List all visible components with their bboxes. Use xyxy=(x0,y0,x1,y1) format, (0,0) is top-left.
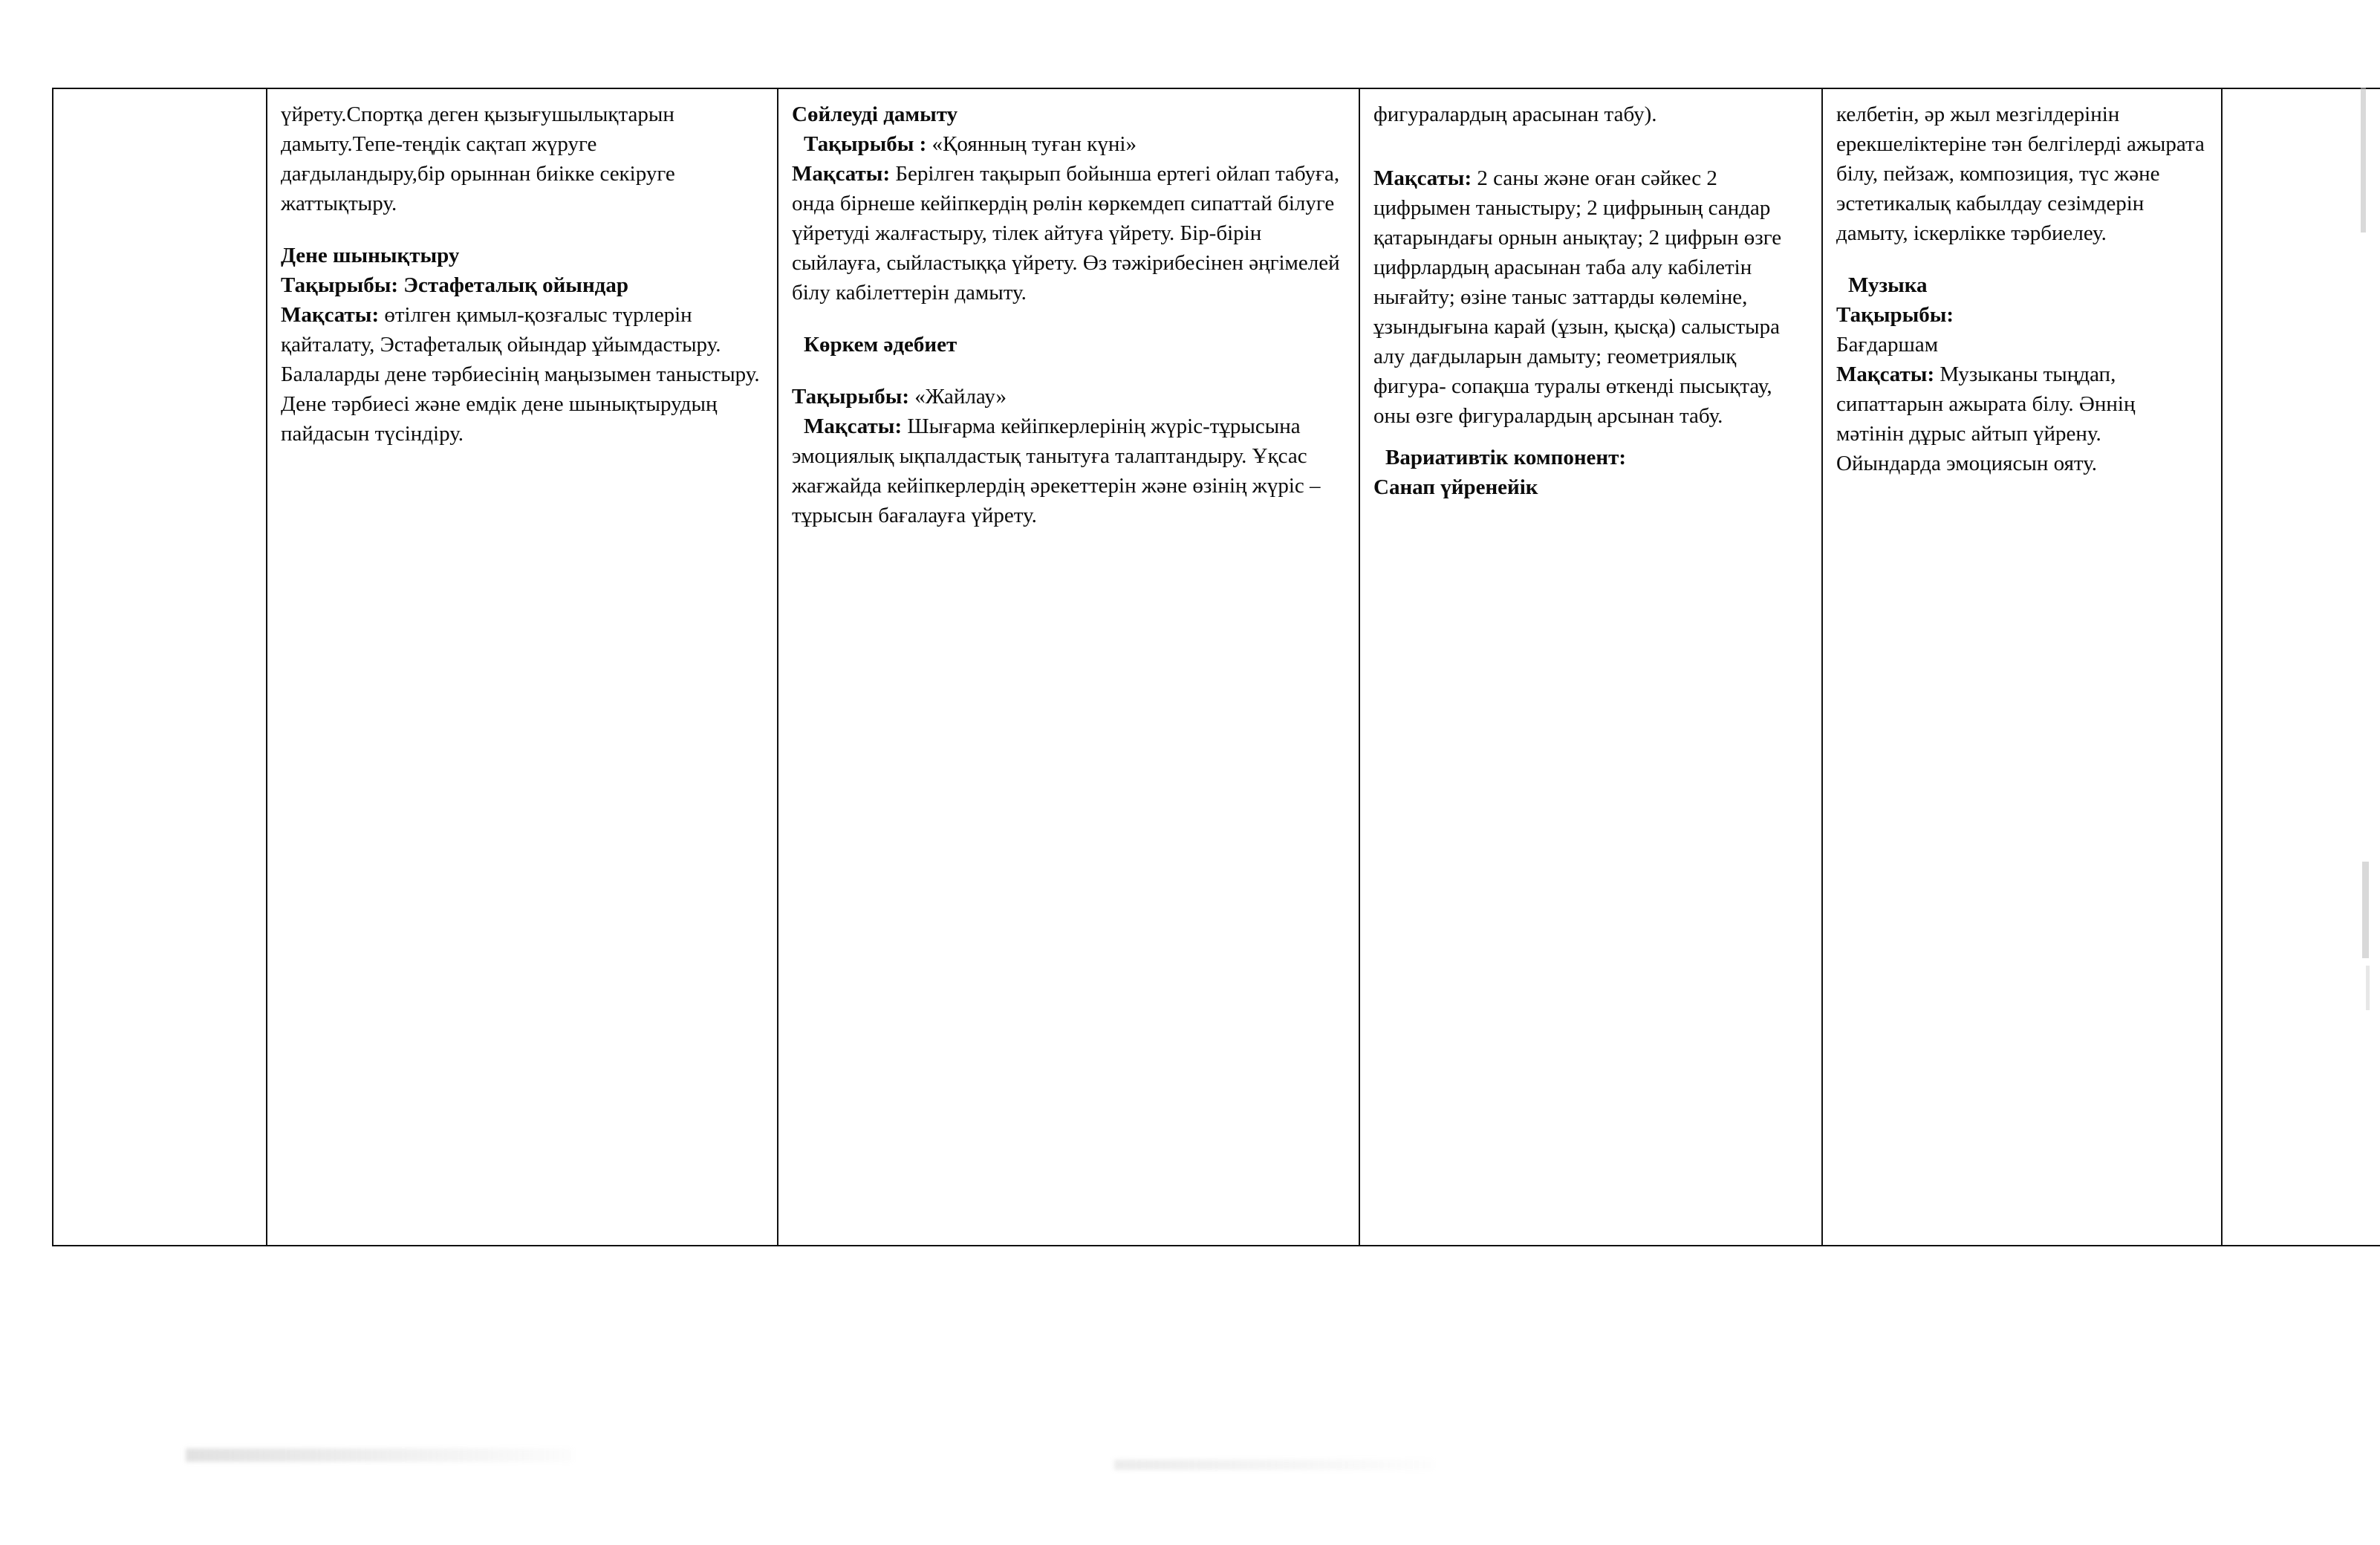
scan-artifact-smudge-center xyxy=(1114,1460,1434,1470)
document-table-wrapper xyxy=(52,88,2310,1246)
table-row xyxy=(53,88,2380,1246)
cell2-paragraph-2: Балаларды дене тәрбиесінің маңызымен таныстыру. Дене тәрбиесі және емдік дене шынықтырудың пайдасын түсіндіру. xyxy=(281,362,760,446)
spacer xyxy=(1836,248,2208,270)
cell4-heading-variative-component xyxy=(1373,443,1808,472)
scan-artifact-edge-middle xyxy=(2362,862,2369,958)
table-cell-column-1 xyxy=(53,88,267,1246)
cell3-label-objective-2: Мақсаты: xyxy=(804,414,903,439)
cell5-topic-text: Бағдаршам xyxy=(1836,333,1939,357)
table-cell-column-6 xyxy=(2222,88,2380,1246)
table-cell-column-2 xyxy=(267,88,778,1246)
spacer xyxy=(1373,431,1808,443)
cell4-label-objective: Мақсаты: xyxy=(1373,166,1472,191)
cell4-objective-paragraph xyxy=(1373,163,1808,431)
cell4-objective-text: 2 саны және оған сәйкес 2 цифрымен таныстыру; 2 цифрының сандар қатарындағы орнын анықтау; 2 цифрын өзге цифрлардың арасынан таба алу кабілетін нығайту; өзіне таныс заттарды көлеміне, ұзындығына карай (ұзын, қысқа) салыстыра алу дағдыларын дамыту; геометриялық фигура- сопақша туралы өткенді пысықтау, оны өзге фигуралардың арсынан табу. xyxy=(1373,166,1782,429)
cell5-label-topic: Тақырыбы: xyxy=(1836,303,1954,328)
cell4-paragraph-1: фигуралардың арасынан табу). xyxy=(1373,103,1657,126)
cell3-heading-literature xyxy=(792,330,1345,360)
cell3-topic2-text: «Жайлау» xyxy=(909,385,1007,409)
cell3-objective2-text: Шығарма кейіпкерлерінің жүріс-тұрысына эмоциялық ықпалдастық танытуға талаптандыру. Ұқсас жағжайда кейіпкерлердің әрекеттерін және өзінің жүріс – тұрысын бағалауға үйрету. xyxy=(792,414,1321,528)
cell2-heading-topic: Тақырыбы: Эстафеталық ойындар xyxy=(281,273,628,298)
cell5-paragraph-1: келбетін, әр жыл мезгілдерінін ерекшеліктеріне тән белгілерді ажырата білу, пейзаж, композиция, түс және эстетикалық кабылдау сезімдерін дамыту, іскерлікке тәрбиелеу. xyxy=(1836,103,2205,246)
spacer xyxy=(281,218,764,241)
scan-artifact-edge-lower xyxy=(2366,966,2370,1010)
cell5-objective-paragraph xyxy=(1836,360,2208,478)
cell5-music-text: Музыка xyxy=(1848,273,1928,298)
cell5-heading-music xyxy=(1836,270,2208,300)
cell2-paragraph-1: үйрету.Спортқа деген қызығушылықтарын дамыту.Тепе-теңдік сақтап жүруге дағдыландыру,бір орыннан биікке секіруге жаттықтыру. xyxy=(281,103,675,216)
cell3-topic-text: «Қоянның туған күні» xyxy=(926,132,1137,157)
cell5-objective-text: Музыканы тыңдап, сипаттарын ажырата білу. Әннің мәтінін дұрыс айтып үйрену. Ойындарда эмоциясын ояту. xyxy=(1836,362,2136,476)
spacer xyxy=(792,308,1345,330)
spacer xyxy=(792,360,1345,382)
cell5-label-objective: Мақсаты: xyxy=(1836,362,1935,387)
cell4-heading-lets-learn-counting: Санап үйренейік xyxy=(1373,475,1538,500)
cell4-variative-text: Вариативтік компонент: xyxy=(1385,446,1627,470)
cell2-objective-paragraph xyxy=(281,300,764,360)
table-cell-column-5 xyxy=(1822,88,2222,1246)
cell3-label-topic-2: Тақырыбы: xyxy=(792,385,910,409)
cell2-objective-text: өтілген қимыл-қозғалыс түрлерін қайталату, Эстафеталық ойындар ұйымдастыру. xyxy=(281,303,721,357)
cell3-topic2-paragraph xyxy=(792,382,1345,412)
table-cell-column-4 xyxy=(1359,88,1822,1246)
cell3-objective-paragraph xyxy=(792,159,1345,308)
cell2-label-objective: Мақсаты: xyxy=(281,303,380,328)
cell3-label-topic: Тақырыбы : xyxy=(804,132,927,157)
spacer xyxy=(1373,152,1808,163)
cell3-objective-text: Берілген тақырып бойынша ертегі ойлап табуға, онда бірнеше кейіпкердің рөлін көркемдеп сипаттай білуге үйретуді жалғастыру, тілек айтуға үйрету. Бір-бірін сыйлауға, сыйластыққа үйрету. Өз тәжірибесінен әңгімелей білу кабілеттерін дамыту. xyxy=(792,162,1340,305)
cell2-heading-physical-education: Дене шынықтыру xyxy=(281,244,460,268)
cell3-heading-speech-development: Сөйлеуді дамыту xyxy=(792,103,958,126)
cell3-objective2-paragraph xyxy=(792,412,1345,530)
cell3-topic-paragraph xyxy=(792,129,1345,159)
cell3-label-objective: Мақсаты: xyxy=(792,162,891,186)
table-cell-column-3 xyxy=(778,88,1359,1246)
spacer xyxy=(1373,129,1808,152)
document-table xyxy=(52,88,2380,1246)
cell3-literature-text: Көркем әдебиет xyxy=(804,333,957,357)
scan-artifact-edge-top xyxy=(2361,88,2366,232)
scan-artifact-smudge-left xyxy=(186,1448,572,1462)
